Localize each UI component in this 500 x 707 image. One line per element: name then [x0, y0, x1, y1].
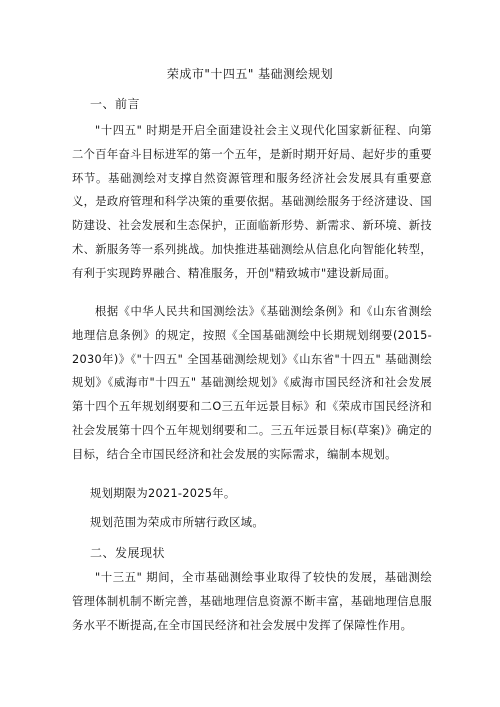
- document-title: 荣成市"十四五" 基础测绘规划: [166, 67, 334, 81]
- section-heading-status: 二、发展现状: [90, 546, 166, 560]
- paragraph-preface-intro: "十四五" 时期是开启全面建设社会主义现代化国家新征程、向第二个百年奋斗目标进军的第一个五年，是新时期开好局、起好步的重要环节。基础测绘对支撑自然资源管理和服务经济社会发展具有重要意义，是政府管理和科学决策的重要依据。基础测绘服务于经济建设、国防建设、社会发展和生态保护，正面临新形势、新需求、新环境、新技术、新服务等一系列挑战。加快推进基础测绘从信息化向智能化转型，有利于实现跨界融合、精准服务，开创"精致城市"建设新局面。: [72, 124, 432, 280]
- paragraph-planning-period: 规划期限为2021-2025年。: [90, 487, 236, 500]
- section-heading-preface: 一、前言: [90, 97, 141, 111]
- paragraph-preface-basis: 根据《中华人民共和国测绘法》《基础测绘条例》和《山东省测绘地理信息条例》的规定，按照《全国基础测绘中长期规划纲要(2015-2030年)》《"十四五" 全国基础测绘规划》《山东省"十四五" 基础测绘规划》《威海市"十四五" 基础测绘规划》《威海市国民经济和社会发展第十四个五年规划纲要和二O三五年远景目标》和《荣成市国民经济和社会发展第十四个五年规划纲要和二。三五年远景目标(草案)》确定的目标，结合全市国民经济和社会发展的实际需求，编制本规划。: [72, 305, 432, 461]
- paragraph-planning-scope: 规划范围为荣成市所辖行政区域。: [90, 516, 264, 529]
- paragraph-status-summary: "十三五" 期间，全市基础测绘事业取得了较快的发展，基础测绘管理体制机制不断完善，基础地理信息资源不断丰富，基础地理信息服务水平不断提高,在全市国民经济和社会发展中发挥了保障性作用。: [72, 571, 432, 632]
